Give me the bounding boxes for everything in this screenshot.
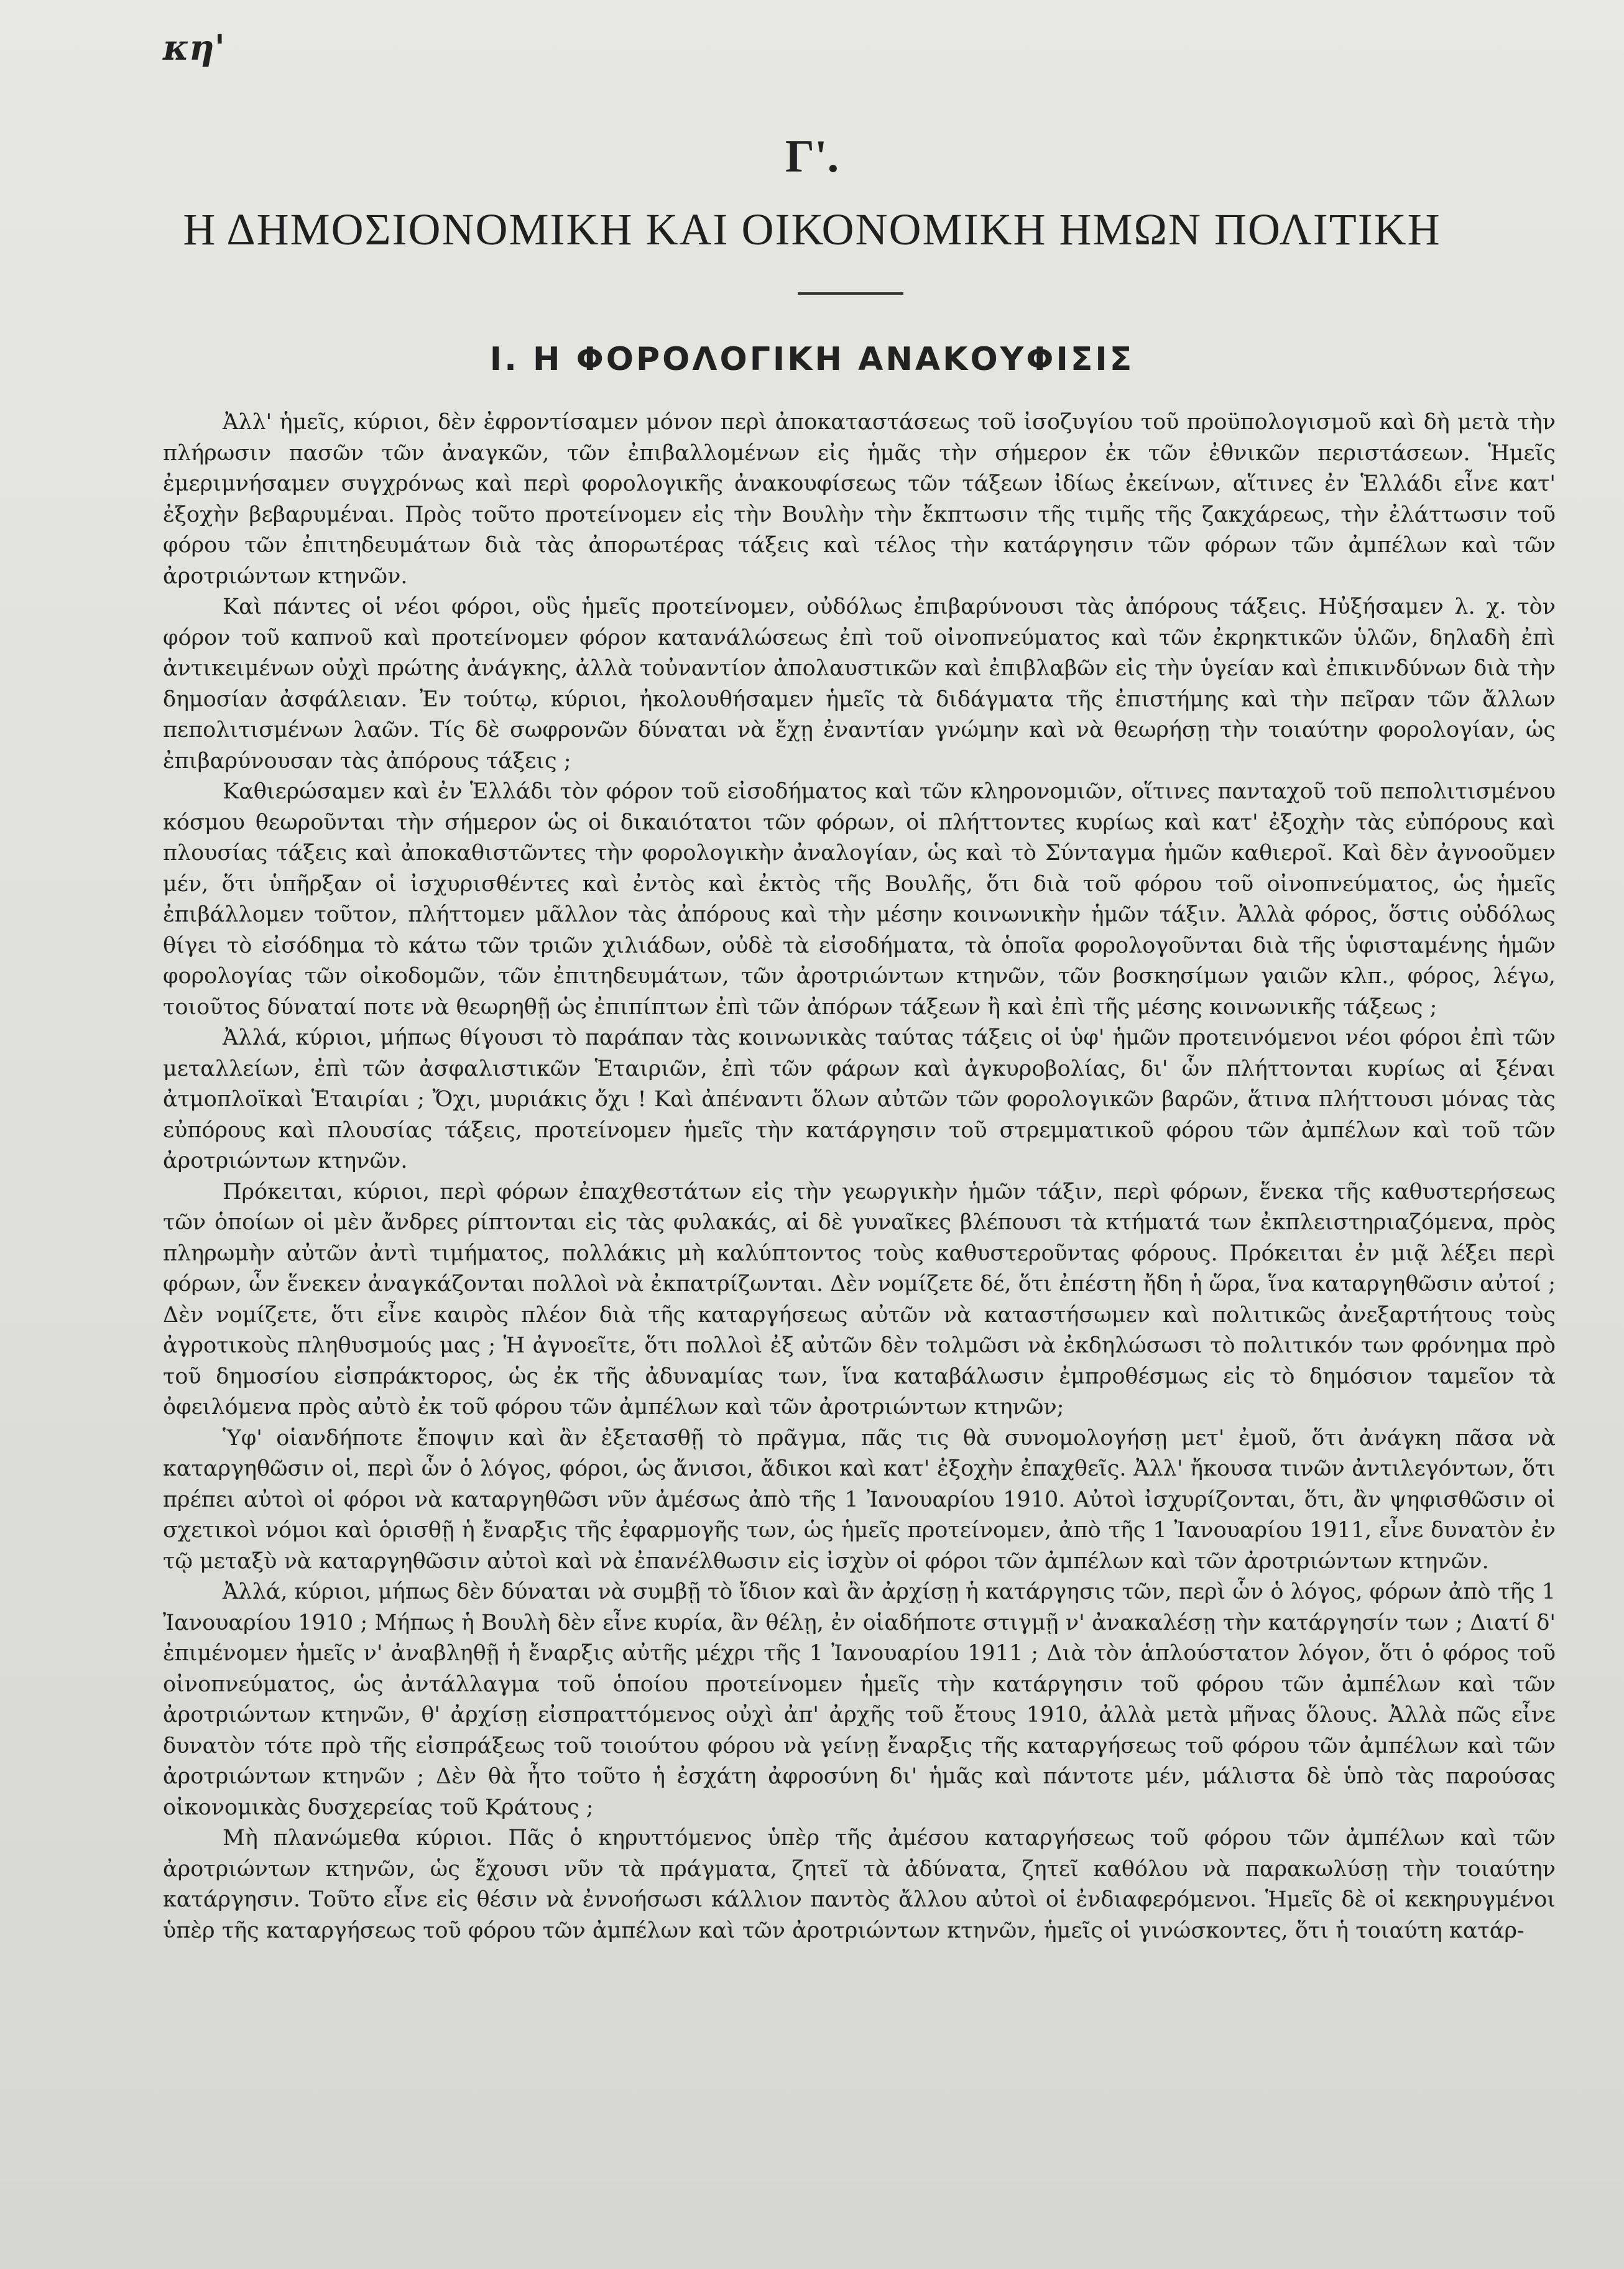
paragraph-6: Ὑφ' οἱανδήποτε ἔποψιν καὶ ἂν ἐξετασθῇ τὸ πρᾶγμα, πᾶς τις θὰ συνομολογήσῃ μετ' ἐμοῦ, ὅτι ἀνάγκη πᾶσα νὰ καταργηθῶσιν οἱ, περὶ ὧν ὁ λόγος, φόροι, ὡς ἄνισοι, ἄδικοι καὶ κατ' ἐξοχὴν ἐπαχθεῖς. Ἀλλ' ἤκουσα τινῶν ἀντιλεγόντων, ὅτι πρέπει αὐτοὶ οἱ φόροι νὰ καταργηθῶσι νῦν ἀμέσως ἀπὸ τῆς 1 Ἰανουαρίου 1910. Αὐτοὶ ἰσχυρίζονται, ὅτι, ἂν ψηφισθῶσιν οἱ σχετικοὶ νόμοι καὶ ὁρισθῇ ἡ ἔναρξις τῆς ἐφαρμογῆς των, ὡς ἡμεῖς προτείνομεν, ἀπὸ τῆς 1 Ἰανουαρίου 1911, εἶνε δυνατὸν ἐν τῷ μεταξὺ νὰ καταργηθῶσιν αὐτοὶ καὶ νὰ ἐπανέλθωσιν εἰς ἰσχὺν οἱ φόροι τῶν ἀμπέλων καὶ τῶν ἀροτριώντων κτηνῶν. [163,1425,1556,1574]
body-text [163,407,1556,1946]
paragraph-7: Ἀλλά, κύριοι, μήπως δὲν δύναται νὰ συμβῇ τὸ ἴδιον καὶ ἂν ἀρχίσῃ ἡ κατάργησις τῶν, περὶ ὧν ὁ λόγος, φόρων ἀπὸ τῆς 1 Ἰανουαρίου 1910 ; Μήπως ἡ Βουλὴ δὲν εἶνε κυρία, ἂν θέλῃ, ἐν οἱαδήποτε στιγμῇ ν' ἀνακαλέσῃ τὴν κατάργησίν των ; Διατί δ' ἐπιμένομεν ἡμεῖς ν' ἀναβληθῇ ἡ ἔναρξις αὐτῆς μέχρι τῆς 1 Ἰανουαρίου 1911 ; Διὰ τὸν ἁπλούστατον λόγον, ὅτι ὁ φόρος τοῦ οἰνοπνεύματος, ὡς ἀντάλλαγμα τοῦ ὁποίου προτείνομεν ἡμεῖς τὴν κατάργησιν τοῦ φόρου τῶν ἀμπέλων καὶ τῶν ἀροτριώντων κτηνῶν, θ' ἀρχίσῃ εἰσπραττόμενος οὐχὶ ἀπ' ἀρχῆς τοῦ ἔτους 1910, ἀλλὰ μετὰ μῆνας ὅλους. Ἀλλὰ πῶς εἶνε δυνατὸν τότε πρὸ τῆς εἰσπράξεως τοῦ τοιούτου φόρου νὰ γείνῃ ἔναρξις τῆς καταργήσεως τοῦ φόρου τῶν ἀμπέλων καὶ τῶν ἀροτριώντων κτηνῶν ; Δὲν θὰ ἦτο τοῦτο ἡ ἐσχάτη ἀφροσύνη δι' ἡμᾶς καὶ πάντοτε μέν, μάλιστα δὲ ὑπὸ τὰς παρούσας οἰκονομικὰς δυσχερείας τοῦ Κράτους ; [163,1579,1556,1820]
paragraph-2: Καὶ πάντες οἱ νέοι φόροι, οὓς ἡμεῖς προτείνομεν, οὐδόλως ἐπιβαρύνουσι τὰς ἀπόρους τάξεις. Ηὐξήσαμεν λ. χ. τὸν φόρον τοῦ καπνοῦ καὶ προτείνομεν φόρον κατανάλώσεως ἐπὶ τοῦ οἰνοπνεύματος καὶ τῶν ἐκρηκτικῶν ὑλῶν, δηλαδὴ ἐπὶ ἀντικειμένων οὐχὶ πρώτης ἀνάγκης, ἀλλὰ τοὐναντίον ἀπολαυστικῶν καὶ ἐπιβλαβῶν εἰς τὴν ὑγείαν καὶ ἐπικινδύνων διὰ τὴν δημοσίαν ἀσφάλειαν. Ἐν τούτῳ, κύριοι, ἠκολουθήσαμεν ἡμεῖς τὰ διδάγματα τῆς ἐπιστήμης καὶ τὴν πεῖραν τῶν ἄλλων πεπολιτισμένων λαῶν. Τίς δὲ σωφρονῶν δύναται νὰ ἔχῃ ἐναντίαν γνώμην καὶ νὰ θεωρήσῃ τὴν τοιαύτην φορολογίαν, ὡς ἐπιβαρύνουσαν τὰς ἀπόρους τάξεις ; [163,594,1556,774]
page-number: κη' [163,27,225,68]
paragraph-3: Καθιερώσαμεν καὶ ἐν Ἑλλάδι τὸν φόρον τοῦ εἰσοδήματος καὶ τῶν κληρονομιῶν, οἵτινες πανταχοῦ τοῦ πεπολιτισμένου κόσμου θεωροῦνται τὴν σήμερον ὡς οἱ δικαιότατοι τῶν φόρων, οἱ πλήττοντες κυρίως καὶ κατ' ἐξοχὴν τὰς εὐπόρους καὶ πλουσίας τάξεις καὶ ἀποκαθιστῶντες τὴν φορολογικὴν ἀναλογίαν, ὡς καὶ τὸ Σύνταγμα ἡμῶν καθιεροῖ. Καὶ δὲν ἀγνοοῦμεν μέν, ὅτι ὑπῆρξαν οἱ ἰσχυρισθέντες καὶ ἐντὸς καὶ ἐκτὸς τῆς Βουλῆς, ὅτι διὰ τοῦ φόρου τοῦ οἰνοπνεύματος, ὡς ἡμεῖς ἐπιβάλλομεν τοῦτον, πλήττομεν μᾶλλον τὰς ἀπόρους καὶ τὴν μέσην κοινωνικὴν ἡμῶν τάξιν. Ἀλλὰ φόρος, ὅστις οὐδόλως θίγει τὸ εἰσόδημα τὸ κάτω τῶν τριῶν χιλιάδων, οὐδὲ τὰ εἰσοδήματα, τὰ ὁποῖα φορολογοῦνται διὰ τῆς ὑφισταμένης ἡμῶν φορολογίας τῶν οἰκοδομῶν, τῶν ἐπιτηδευμάτων, τῶν ἀροτριώντων κτηνῶν, τῶν βοσκησίμων γαιῶν κλπ., φόρος, λέγω, τοιοῦτος δύναταί ποτε νὰ θεωρηθῇ ὡς ἐπιπίπτων ἐπὶ τῶν ἀπόρων τάξεων ἢ καὶ ἐπὶ τῆς μέσης κοινωνικῆς τάξεως ; [163,779,1556,1020]
paragraph-1: Ἀλλ' ἡμεῖς, κύριοι, δὲν ἐφροντίσαμεν μόνον περὶ ἀποκαταστάσεως τοῦ ἰσοζυγίου τοῦ προϋπολογισμοῦ καὶ δὴ μετὰ τὴν πλήρωσιν πασῶν τῶν ἀναγκῶν, τῶν ἐπιβαλλομένων εἰς ἡμᾶς τὴν σήμερον ἐκ τῶν ἐθνικῶν περιστάσεων. Ἡμεῖς ἐμεριμνήσαμεν συγχρόνως καὶ περὶ φορολογικῆς ἀνακουφίσεως τῶν τάξεων ἰδίως ἐκείνων, αἵτινες ἐν Ἑλλάδι εἶνε κατ' ἐξοχὴν βεβαρυμέναι. Πρὸς τοῦτο προτείνομεν εἰς τὴν Βουλὴν τὴν ἔκπτωσιν τῆς τιμῆς τῆς ζακχάρεως, τὴν ἐλάττωσιν τοῦ φόρου τῶν ἐπιτηδευμάτων διὰ τὰς ἀπορωτέρας τάξεις καὶ τέλος τὴν κατάργησιν τῶν φόρων τῶν ἀμπέλων καὶ τῶν ἀροτριώντων κτηνῶν. [163,410,1556,589]
paragraph-4: Ἀλλά, κύριοι, μήπως θίγουσι τὸ παράπαν τὰς κοινωνικὰς ταύτας τάξεις οἱ ὑφ' ἡμῶν προτεινόμενοι νέοι φόροι ἐπὶ τῶν μεταλλείων, ἐπὶ τῶν ἀσφαλιστικῶν Ἑταιριῶν, ἐπὶ τῶν φάρων καὶ ἀγκυροβολίας, δι' ὧν πλήττονται κυρίως αἱ ξέναι ἀτμοπλοϊκαὶ Ἑταιρίαι ; Ὄχι, μυριάκις ὄχι ! Καὶ ἀπέναντι ὅλων αὐτῶν τῶν φορολογικῶν βαρῶν, ἅτινα πλήττουσι μόνας τὰς εὐπόρους καὶ πλουσίας τάξεις, προτείνομεν ἡμεῖς τὴν κατάργησιν τοῦ στρεμματικοῦ φόρου τῶν ἀμπέλων καὶ τοῦ τῶν ἀροτριώντων κτηνῶν. [163,1025,1556,1173]
section-subtitle: Ι. Η ΦΟΡΟΛΟΓΙΚΗ ΑΝΑΚΟΥΦΙΣΙΣ [489,341,1135,378]
section-letter: Γ'. [785,131,839,182]
paragraph-5: Πρόκειται, κύριοι, περὶ φόρων ἐπαχθεστάτων εἰς τὴν γεωργικὴν ἡμῶν τάξιν, περὶ φόρων, ἕνεκα τῆς καθυστερήσεως τῶν ὁποίων οἱ μὲν ἄνδρες ρίπτονται εἰς τὰς φυλακάς, αἱ δὲ γυναῖκες βλέπουσι τὰ κτήματά των ἐκπλειστηριαζόμενα, πρὸς πληρωμὴν αὐτῶν ἀντὶ τιμήματος, πολλάκις μὴ καλύπτοντος τοὺς καθυστεροῦντας φόρους. Πρόκειται ἐν μιᾷ λέξει περὶ φόρων, ὧν ἕνεκεν ἀναγκάζονται πολλοὶ νὰ ἐκπατρίζωνται. Δὲν νομίζετε δέ, ὅτι ἐπέστη ἤδη ἡ ὥρα, ἵνα καταργηθῶσιν αὐτοί ; Δὲν νομίζετε, ὅτι εἶνε καιρὸς πλέον διὰ τῆς καταργήσεως αὐτῶν νὰ καταστήσωμεν καὶ πολιτικῶς ἀνεξαρτήτους τοὺς ἀγροτικοὺς πληθυσμούς μας ; Ἡ ἀγνοεῖτε, ὅτι πολλοὶ ἐξ αὐτῶν δὲν τολμῶσι νὰ ἐκδηλώσωσι τὸ πολιτικόν των φρόνημα πρὸ τοῦ δημοσίου εἰσπράκτορος, ὡς ἐκ τῆς ἀδυναμίας των, ἵνα καταβάλωσιν ἐμπροθέσμως εἰς τὸ δημόσιον ταμεῖον τὰ ὀφειλόμενα πρὸς αὐτὸ ἐκ τοῦ φόρου τῶν ἀμπέλων καὶ τῶν ἀροτριώντων κτηνῶν; [163,1179,1556,1420]
chapter-title: Η ΔΗΜΟΣΙΟΝΟΜΙΚΗ ΚΑΙ ΟΙΚΟΝΟΜΙΚΗ ΗΜΩΝ ΠΟΛΙΤΙΚΗ [183,205,1441,254]
title-divider [798,292,903,295]
paragraph-8: Μὴ πλανώμεθα κύριοι. Πᾶς ὁ κηρυττόμενος ὑπὲρ τῆς ἀμέσου καταργήσεως τοῦ φόρου τῶν ἀμπέλων καὶ τῶν ἀροτριώντων κτηνῶν, ὡς ἔχουσι νῦν τὰ πράγματα, ζητεῖ τὰ ἀδύνατα, ζητεῖ καθόλου νὰ παρακωλύσῃ τὴν τοιαύτην κατάργησιν. Τοῦτο εἶνε εἰς θέσιν νὰ ἐννοήσωσι κάλλιον παντὸς ἄλλου αὐτοὶ οἱ ἐνδιαφερόμενοι. Ἡμεῖς δὲ οἱ κεκηρυγμένοι ὑπὲρ τῆς καταργήσεως τοῦ φόρου τῶν ἀμπέλων καὶ τῶν ἀροτριώντων κτηνῶν, ἡμεῖς οἱ γινώσκοντες, ὅτι ἡ τοιαύτη κατάρ- [163,1826,1556,1943]
